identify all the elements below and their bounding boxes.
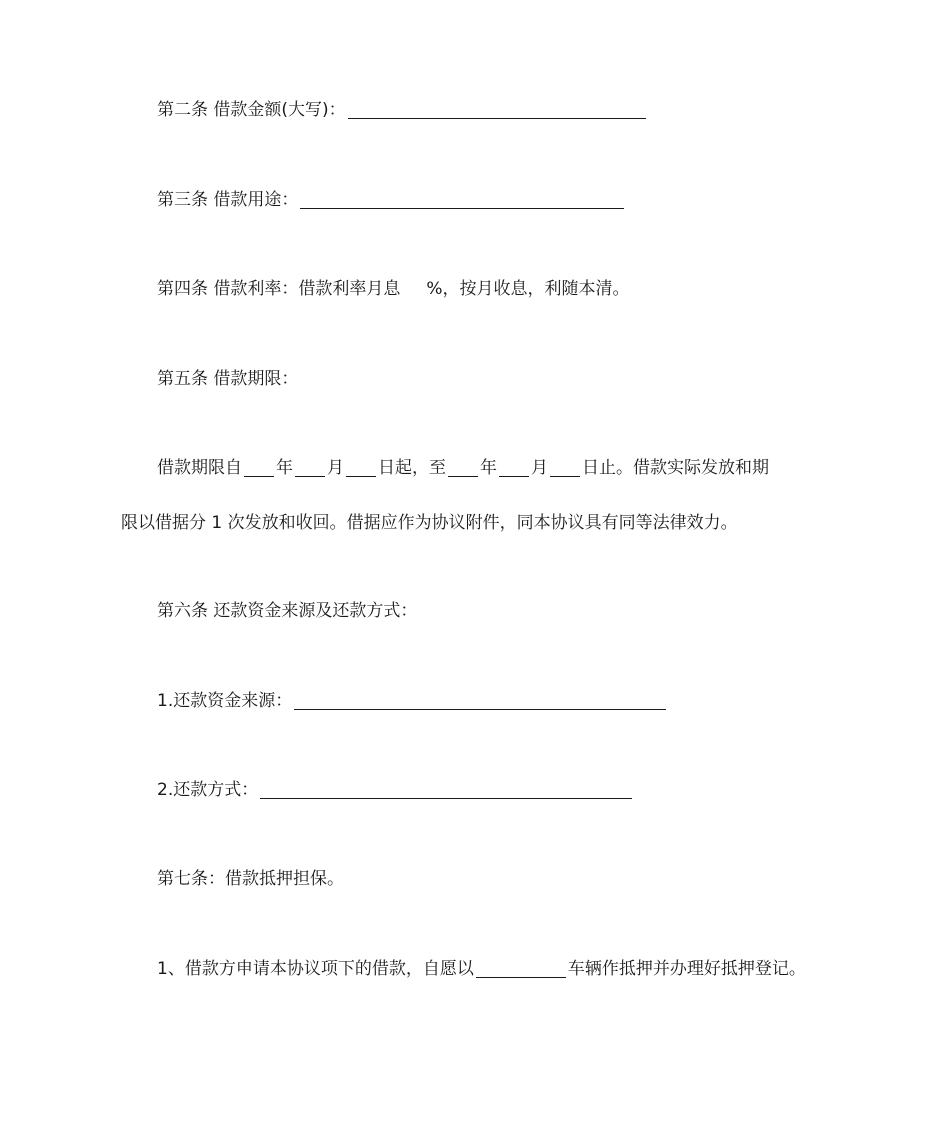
clause-7-1-vehicle xyxy=(157,957,806,981)
clause-4-label: 第四条 借款利率：借款利率月息 xyxy=(157,279,401,299)
vehicle-blank-field[interactable] xyxy=(476,959,566,978)
start-day-field[interactable] xyxy=(346,458,376,477)
end-year-field[interactable] xyxy=(448,458,478,477)
clause-7-collateral xyxy=(157,867,344,891)
month-label: 月 xyxy=(327,458,344,478)
clause-5-loan-term xyxy=(157,367,298,391)
clause-7-1-suffix: 车辆作抵押并办理好抵押登记。 xyxy=(567,959,806,979)
clause-6-1-label: 1.还款资金来源： xyxy=(157,691,293,711)
start-year-field[interactable] xyxy=(244,458,274,477)
clause-6-1-source xyxy=(157,689,668,713)
end-day-field[interactable] xyxy=(550,458,580,477)
day-to-label: 日止。借款实际发放和期 xyxy=(582,458,769,478)
year-label: 年 xyxy=(276,458,293,478)
clause-4-interest-rate xyxy=(157,277,630,301)
month-label: 月 xyxy=(531,458,548,478)
clause-2-label: 第二条 借款金额(大写)： xyxy=(157,100,346,120)
term-from-label: 借款期限自 xyxy=(157,458,242,478)
term-line-1 xyxy=(157,456,769,480)
clause-6-label: 第六条 还款资金来源及还款方式： xyxy=(157,601,418,621)
start-month-field[interactable] xyxy=(295,458,325,477)
term-line-2: 限以借据分 1 次发放和收回。借据应作为协议附件，同本协议具有同等法律效力。 xyxy=(121,513,738,533)
clause-5-label: 第五条 借款期限： xyxy=(157,369,299,389)
end-month-field[interactable] xyxy=(499,458,529,477)
clause-6-2-label: 2.还款方式： xyxy=(157,780,259,800)
amount-blank-field[interactable] xyxy=(348,100,646,119)
purpose-blank-field[interactable] xyxy=(300,190,624,209)
year-label: 年 xyxy=(480,458,497,478)
clause-4-suffix: %，按月收息，利随本清。 xyxy=(426,279,630,299)
repayment-method-field[interactable] xyxy=(260,780,632,799)
clause-2-loan-amount xyxy=(157,98,648,122)
repayment-source-field[interactable] xyxy=(294,691,666,710)
clause-6-2-method xyxy=(157,778,634,802)
clause-7-label: 第七条：借款抵押担保。 xyxy=(157,869,344,889)
day-from-label: 日起，至 xyxy=(378,458,446,478)
clause-3-label: 第三条 借款用途： xyxy=(157,190,299,210)
clause-7-1-prefix: 1、借款方申请本协议项下的借款，自愿以 xyxy=(157,959,474,979)
clause-3-loan-purpose xyxy=(157,188,626,212)
clause-6-repayment xyxy=(157,599,417,623)
